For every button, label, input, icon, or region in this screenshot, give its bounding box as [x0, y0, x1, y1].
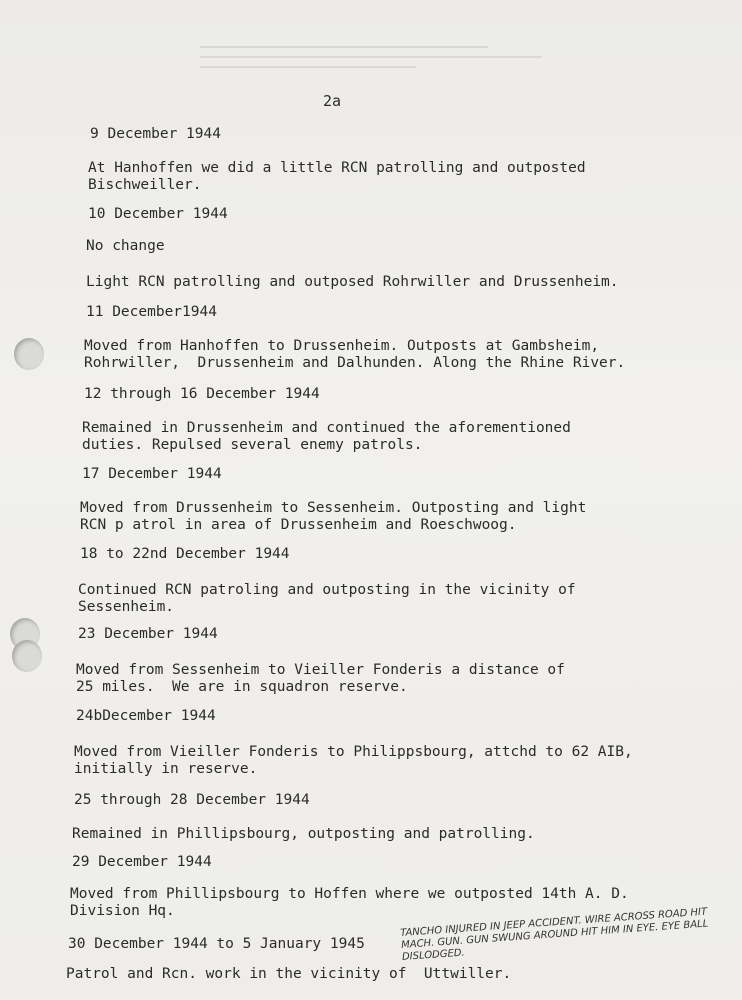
entry-text: Light RCN patrolling and outposed Rohrwiller and Drussenheim.	[86, 274, 619, 290]
entry-date: 29 December 1944	[72, 854, 212, 870]
entry-date: 30 December 1944 to 5 January 1945	[68, 936, 365, 952]
entry-date: 11 December1944	[86, 304, 217, 320]
entry-text: Moved from Phillipsbourg to Hoffen where we outposted 14th A. D. Division Hq.	[70, 886, 629, 919]
entry-date: 9 December 1944	[90, 126, 221, 142]
punch-hole-top	[14, 338, 44, 370]
entry-text: At Hanhoffen we did a little RCN patrolling and outposted Bischweiller.	[88, 160, 586, 193]
page-number: 2a	[323, 92, 342, 110]
entry-date: 25 through 28 December 1944	[74, 792, 310, 808]
entry-text: Remained in Drussenheim and continued the aforementioned duties. Repulsed several enemy patrols.	[82, 420, 571, 453]
entry-text: Moved from Drussenheim to Sessenheim. Outposting and light RCN p atrol in area of Drussenheim and Roeschwoog.	[80, 500, 587, 533]
entry-text: Moved from Vieiller Fonderis to Philippsbourg, attchd to 62 AIB, initially in reserve.	[74, 744, 633, 777]
handwritten-note: TANCHO INJURED IN JEEP ACCIDENT. WIRE ACROSS ROAD HIT MACH. GUN. GUN SWUNG AROUND HIT HIM IN EYE. EYE BALL DISLODGED.	[400, 906, 709, 963]
entry-date: 12 through 16 December 1944	[84, 386, 320, 402]
entry-text: Remained in Phillipsbourg, outposting and patrolling.	[72, 826, 535, 842]
entry-text: Continued RCN patroling and outposting in the vicinity of Sessenheim.	[78, 582, 576, 615]
entry-date: 10 December 1944	[88, 206, 228, 222]
entry-text: Moved from Hanhoffen to Drussenheim. Outposts at Gambsheim, Rohrwiller, Drussenheim and Dalhunden. Along the Rhine River.	[84, 338, 626, 371]
entry-date: 17 December 1944	[82, 466, 222, 482]
punch-hole-lower	[12, 640, 42, 672]
bleed-through-text	[200, 38, 560, 78]
entry-text: Patrol and Rcn. work in the vicinity of Uttwiller.	[66, 966, 512, 982]
entry-date: 23 December 1944	[78, 626, 218, 642]
entry-date: 24bDecember 1944	[76, 708, 216, 724]
entry-date: 18 to 22nd December 1944	[80, 546, 290, 562]
entry-text: No change	[86, 238, 165, 254]
entry-text: Moved from Sessenheim to Vieiller Fonderis a distance of 25 miles. We are in squadron reserve.	[76, 662, 565, 695]
